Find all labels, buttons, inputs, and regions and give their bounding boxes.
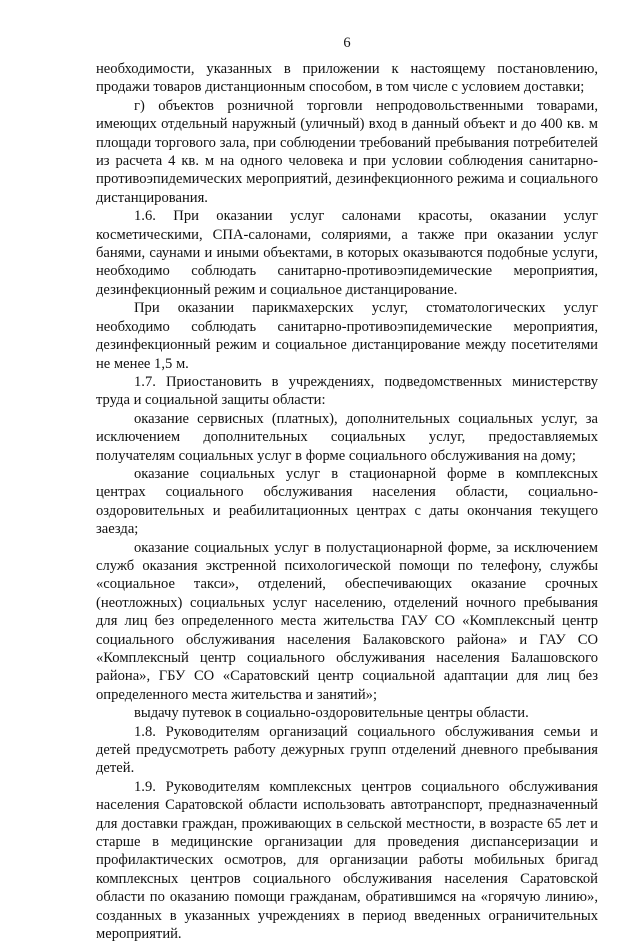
paragraph-vouchers: выдачу путевок в социально-оздоровительные центры области. xyxy=(134,705,529,722)
paragraph-1-8: 1.8. Руководителям организаций социального обслуживания семьи и детей предусмотреть работу дежурных групп отделений дневного пребывания детей. xyxy=(96,723,598,777)
paragraph-semistationary-services: оказание социальных услуг в полустационарной форме, за исключением служб оказания экстренной психологической помощи по телефону, службы «социальное такси», отделений, обеспечивающих оказание срочных (неотложных) социальных услуг населению, отделений ночного пребывания для лиц без определенного места жительства ГАУ СО «Комплексный центр социального обслуживания населения Балаковского района» и ГАУ СО «Комплексный центр социального обслуживания населения Балашовского района», ГБУ СО «Саратовский центр социальной адаптации для лиц без определенного места жительства и занятий»; xyxy=(96,539,598,703)
paragraph-1-9: 1.9. Руководителям комплексных центров социального обслуживания населения Саратовской области использовать автотранспорт, предназначенный для доставки граждан, проживающих в сельской местности, в возрасте 65 лет и старше в медицинские организации для проведения диспансеризации и профилактических осмотров, для организации работы мобильных бригад комплексных центров социального обслуживания населения Саратовской области по оказанию помощи гражданам, обратившимся на «горячую линию», созданных в указанных учреждениях в период введенных ограничительных мероприятий. xyxy=(96,778,598,943)
paragraph-stationary-services: оказание социальных услуг в стационарной форме в комплексных центрах социального обслуживания населения области, социально-оздоровительных и реабилитационных центрах с даты окончания текущего заезда; xyxy=(96,465,598,538)
paragraph-item-g: г) объектов розничной торговли непродовольственными товарами, имеющих отдельный наружный (уличный) вход в данный объект и до 400 кв. м площади торгового зала, при соблюдении требований пребывания потребителей из расчета 4 кв. м на одного человека и при условии соблюдения санитарно-противоэпидемических мероприятий, дезинфекционного режима и социального дистанцирования. xyxy=(96,97,598,206)
paragraph-continuation: необходимости, указанных в приложении к настоящему постановлению, продажи товаров дистанционным способом, в том числе с условием доставки; xyxy=(96,61,598,96)
paragraph-1-6: 1.6. При оказании услуг салонами красоты, оказании услуг косметическими, СПА-салонами, соляриями, а также при оказании услуг банями, саунами и иными объектами, в которых оказываются подобные услуги, необходимо соблюдать санитарно-противоэпидемические мероприятия, дезинфекционный режим и социальное дистанцирование. xyxy=(96,208,598,298)
document-body xyxy=(96,60,598,944)
paragraph-hairdressing: При оказании парикмахерских услуг, стоматологических услуг необходимо соблюдать санитарно-противоэпидемические мероприятия, дезинфекционный режим и социальное дистанцирование между посетителями не менее 1,5 м. xyxy=(96,300,598,372)
page-number: 6 xyxy=(343,35,351,51)
paragraph-1-7: 1.7. Приостановить в учреждениях, подведомственных министерству труда и социальной защиты области: xyxy=(96,373,598,409)
paragraph-paid-services: оказание сервисных (платных), дополнительных социальных услуг, за исключением дополнительных социальных услуг, предоставляемых получателям социальных услуг в форме социального обслуживания на дому; xyxy=(96,410,598,464)
